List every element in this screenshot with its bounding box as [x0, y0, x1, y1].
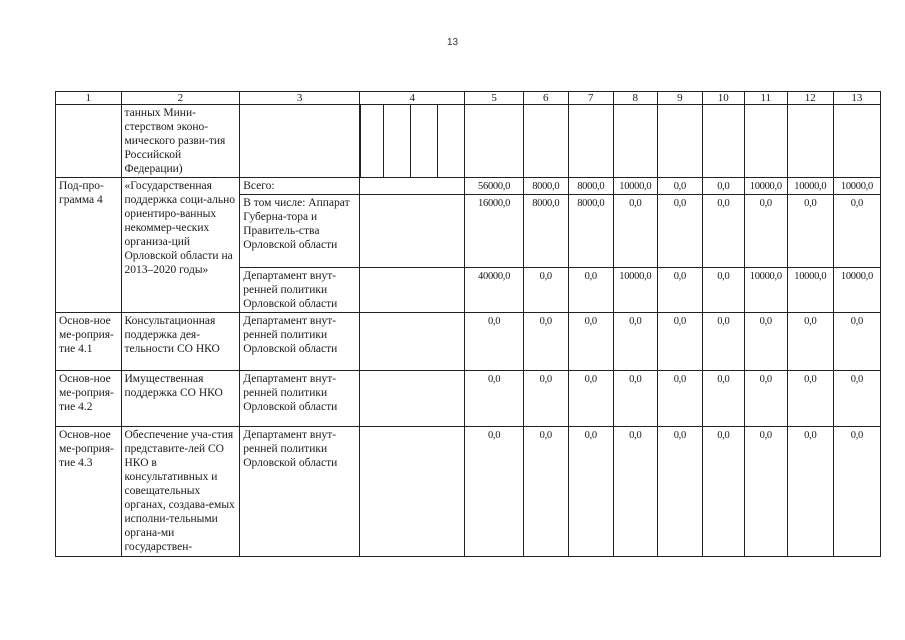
value-cell: 0,0 [787, 371, 833, 427]
activity-name [121, 427, 240, 557]
value-cell: 0,0 [465, 427, 523, 557]
table-cell [568, 105, 613, 178]
value-cell: 0,0 [833, 313, 880, 371]
value-cell: 8000,0 [523, 195, 568, 268]
value-cell: 0,0 [613, 371, 657, 427]
table-row [56, 313, 881, 371]
executor-cell: В том числе: Аппарат Губерна-тора и Правитель-ства Орловской области [240, 195, 360, 268]
value-cell: 0,0 [744, 427, 787, 557]
table-cell [702, 105, 744, 178]
value-cell: 0,0 [568, 268, 613, 313]
subprogram-name: «Государственная поддержка соци-ально ориентиро-ванных некоммер-ческих организа-ций Орловской области на 2013–2020 годы» [121, 178, 240, 313]
column-header: 4 [359, 92, 464, 105]
value-cell: 10000,0 [613, 268, 657, 313]
value-cell: 0,0 [833, 427, 880, 557]
value-cell: 10000,0 [787, 178, 833, 195]
value-cell: 0,0 [702, 268, 744, 313]
table-row [56, 105, 881, 178]
value-cell: 0,0 [744, 195, 787, 268]
table-cell [359, 178, 464, 195]
value-cell: 10000,0 [787, 268, 833, 313]
column-header: 9 [657, 92, 702, 105]
table-cell [359, 105, 464, 178]
value-cell: 8000,0 [523, 178, 568, 195]
value-cell: 8000,0 [568, 178, 613, 195]
code-subgrid [360, 105, 464, 177]
table-cell [359, 313, 464, 371]
executor-cell: Всего: [240, 178, 360, 195]
value-cell: 0,0 [702, 427, 744, 557]
value-cell: 0,0 [465, 371, 523, 427]
activity-name-text: Обеспечение уча-стия представите-лей СО НКО в консультативных и совещательных органах, создава-емых исполни-тельными органа-ми государствен- [124, 429, 235, 553]
table-cell [56, 105, 122, 178]
value-cell: 10000,0 [613, 178, 657, 195]
value-cell: 0,0 [657, 178, 702, 195]
value-cell: 0,0 [744, 313, 787, 371]
value-cell: 0,0 [613, 427, 657, 557]
column-header: 2 [121, 92, 240, 105]
value-cell: 10000,0 [833, 178, 880, 195]
value-cell: 10000,0 [744, 268, 787, 313]
value-cell: 10000,0 [833, 268, 880, 313]
table-cell [240, 105, 360, 178]
table-row [56, 427, 881, 557]
activity-name: Имущественная поддержка СО НКО [121, 371, 240, 427]
table-cell [359, 371, 464, 427]
table-cell [657, 105, 702, 178]
value-cell: 40000,0 [465, 268, 523, 313]
column-header: 10 [702, 92, 744, 105]
column-header: 3 [240, 92, 360, 105]
value-cell: 0,0 [657, 313, 702, 371]
column-header: 12 [787, 92, 833, 105]
column-header: 13 [833, 92, 880, 105]
activity-code: Основ-ное ме-роприя-тие 4.2 [56, 371, 122, 427]
value-cell: 0,0 [657, 195, 702, 268]
column-header: 11 [744, 92, 787, 105]
value-cell: 0,0 [523, 371, 568, 427]
executor-cell: Департамент внут-ренней политики Орловской области [240, 427, 360, 557]
column-header: 1 [56, 92, 122, 105]
value-cell: 0,0 [523, 427, 568, 557]
value-cell: 0,0 [657, 427, 702, 557]
value-cell: 0,0 [523, 268, 568, 313]
value-cell: 0,0 [787, 427, 833, 557]
table-header-row [56, 92, 881, 105]
table-cell [787, 105, 833, 178]
value-cell: 0,0 [833, 195, 880, 268]
value-cell: 0,0 [657, 268, 702, 313]
value-cell: 0,0 [568, 313, 613, 371]
table-cell [833, 105, 880, 178]
value-cell: 0,0 [568, 371, 613, 427]
value-cell: 0,0 [613, 195, 657, 268]
table-cell [359, 268, 464, 313]
value-cell: 0,0 [702, 313, 744, 371]
page-number: 13 [446, 37, 459, 48]
value-cell: 0,0 [568, 427, 613, 557]
budget-table [55, 91, 881, 557]
table-cell [744, 105, 787, 178]
column-header: 7 [568, 92, 613, 105]
activity-code: Основ-ное ме-роприя-тие 4.3 [56, 427, 122, 557]
value-cell: 56000,0 [465, 178, 523, 195]
value-cell: 8000,0 [568, 195, 613, 268]
table-cell [465, 105, 523, 178]
activity-code: Основ-ное ме-роприя-тие 4.1 [56, 313, 122, 371]
table-cell [359, 427, 464, 557]
carryover-text: танных Мини-стерством эконо-мического разви-тия Российской Федерации) [121, 105, 240, 178]
value-cell: 0,0 [657, 371, 702, 427]
value-cell: 0,0 [702, 195, 744, 268]
table-row [56, 178, 881, 195]
value-cell: 0,0 [523, 313, 568, 371]
value-cell: 10000,0 [744, 178, 787, 195]
column-header: 5 [465, 92, 523, 105]
value-cell: 0,0 [702, 178, 744, 195]
table-cell [359, 195, 464, 268]
table-cell [523, 105, 568, 178]
value-cell: 0,0 [787, 313, 833, 371]
value-cell: 16000,0 [465, 195, 523, 268]
value-cell: 0,0 [702, 371, 744, 427]
value-cell: 0,0 [613, 313, 657, 371]
table-cell [613, 105, 657, 178]
activity-name: Консультационная поддержка дея-тельности СО НКО [121, 313, 240, 371]
value-cell: 0,0 [465, 313, 523, 371]
value-cell: 0,0 [833, 371, 880, 427]
executor-cell: Департамент внут-ренней политики Орловской области [240, 268, 360, 313]
value-cell: 0,0 [744, 371, 787, 427]
subprogram-code: Под-про-грамма 4 [56, 178, 122, 313]
executor-cell: Департамент внут-ренней политики Орловской области [240, 371, 360, 427]
executor-cell: Департамент внут-ренней политики Орловской области [240, 313, 360, 371]
column-header: 6 [523, 92, 568, 105]
table-row [56, 371, 881, 427]
value-cell: 0,0 [787, 195, 833, 268]
column-header: 8 [613, 92, 657, 105]
